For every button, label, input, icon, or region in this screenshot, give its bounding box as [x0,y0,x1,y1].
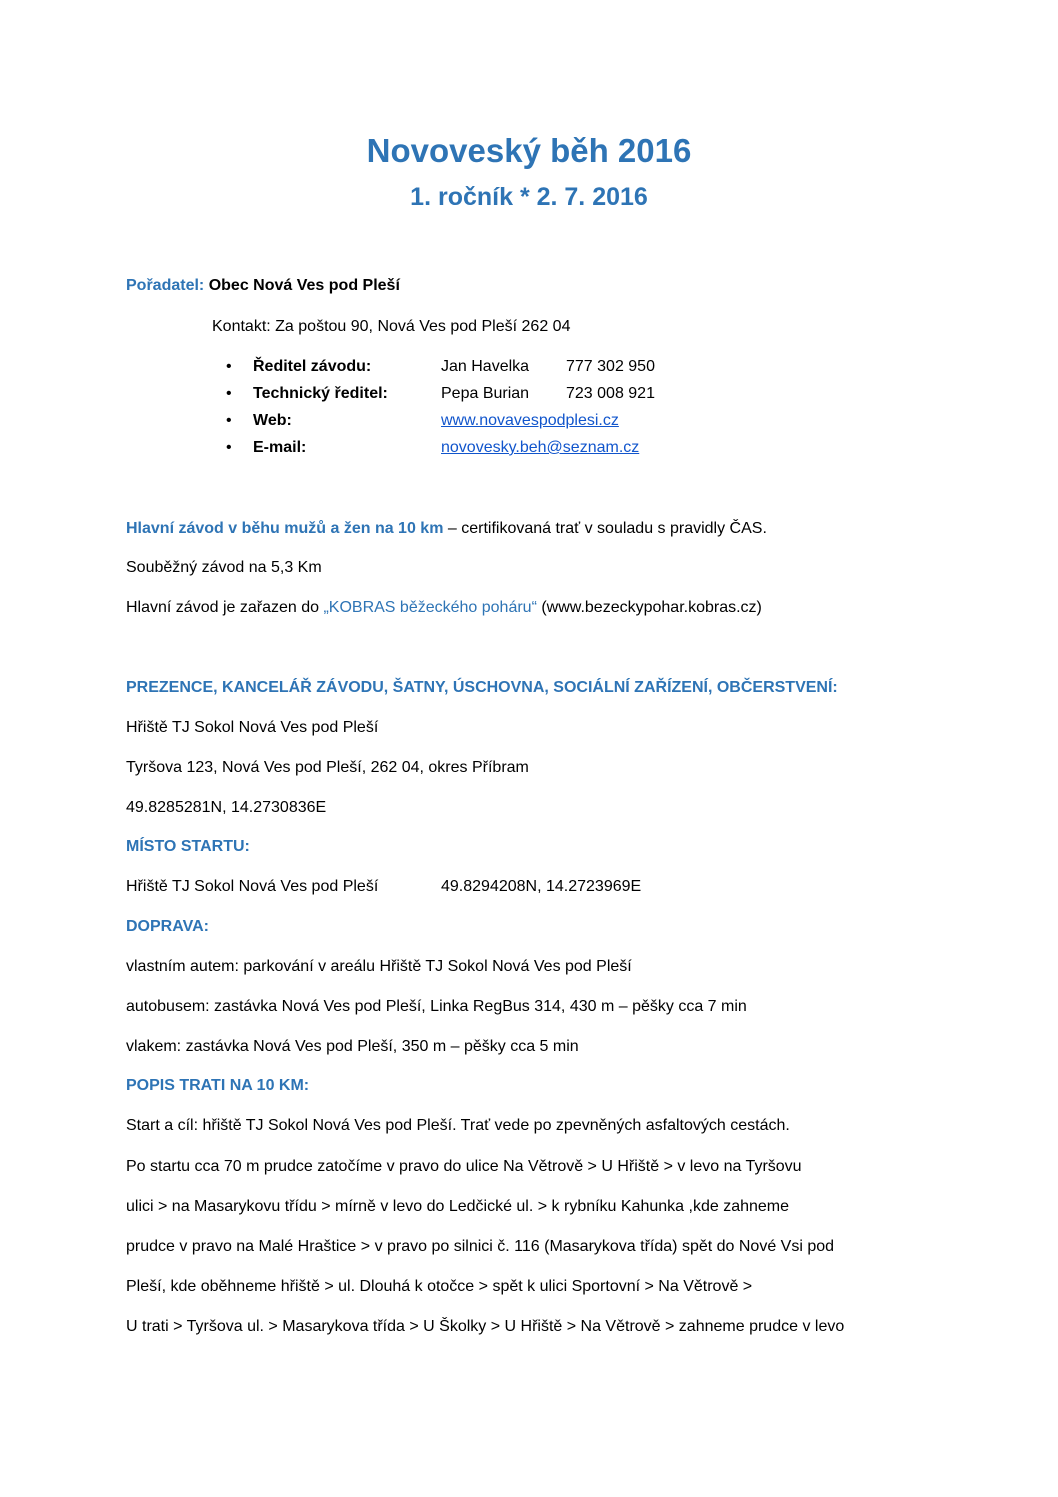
transport-bus: autobusem: zastávka Nová Ves pod Pleší, Linka RegBus 314, 430 m – pěšky cca 7 min [126,998,747,1015]
organizer-label: Pořadatel: [126,277,205,294]
bullet-icon: • [226,358,232,375]
track-line: Start a cíl: hřiště TJ Sokol Nová Ves pod Pleší. Trať vede po zpevněných asfaltových cestách. [126,1117,790,1134]
main-race-line [126,520,767,538]
organizer-value: Obec Nová Ves pod Pleší [208,277,400,294]
bullet-icon: • [226,439,232,456]
transport-car: vlastním autem: parkování v areálu Hřiště TJ Sokol Nová Ves pod Pleší [126,958,632,975]
start-place: Hřiště TJ Sokol Nová Ves pod Pleší [126,878,379,895]
track-line: U trati > Tyršova ul. > Masarykova třída > U Školky > U Hřiště > Na Větrově > zahneme prudce v levo [126,1318,845,1335]
page-title: Novoveský běh 2016 [366,132,692,169]
contact-line: Kontakt: Za poštou 90, Nová Ves pod Pleší 262 04 [212,318,571,335]
list-item-label: E-mail: [253,439,307,456]
track-line: prudce v pravo na Malé Hraštice > v pravo po silnici č. 116 (Masarykova třída) spět do Nové Vsi pod [126,1238,835,1255]
organizer-line [126,277,400,295]
list-item-label: Web: [253,412,292,429]
track-heading: POPIS TRATI NA 10 KM: [126,1077,310,1094]
list-item-label: Ředitel závodu: [253,358,372,375]
list-item-value: Pepa Burian [441,385,530,402]
main-race-label: Hlavní závod v běhu mužů a žen na 10 km [126,520,444,537]
bullet-icon: • [226,385,232,402]
presence-address: Tyršova 123, Nová Ves pod Pleší, 262 04, okres Příbram [126,759,529,776]
web-link[interactable]: www.novavespodplesi.cz [441,412,619,429]
email-link[interactable]: novovesky.beh@seznam.cz [441,439,640,456]
presence-heading: PREZENCE, KANCELÁŘ ZÁVODU, ŠATNY, ÚSCHOVNA, SOCIÁLNÍ ZAŘÍZENÍ, OBČERSTVENÍ: [126,679,838,696]
start-heading: MÍSTO STARTU: [126,838,250,855]
cup-suffix: (www.bezeckypohar.kobras.cz) [536,599,762,616]
main-race-text: – certifikovaná trať v souladu s pravidly ČAS. [443,520,767,537]
transport-train: vlakem: zastávka Nová Ves pod Pleší, 350 m – pěšky cca 5 min [126,1038,579,1055]
track-line: Pleší, kde oběhneme hřiště > ul. Dlouhá k otočce > spět k ulici Sportovní > Na Větrově > [126,1278,753,1295]
list-item-phone: 777 302 950 [566,358,655,375]
list-item-value: Jan Havelka [441,358,530,375]
transport-heading: DOPRAVA: [126,918,209,935]
list-item-label: Technický ředitel: [253,385,388,402]
start-gps: 49.8294208N, 14.2723969E [441,878,642,895]
track-line: Po startu cca 70 m prudce zatočíme v pravo do ulice Na Větrově > U Hřiště > v levo na Tyršovu [126,1158,802,1175]
presence-place: Hřiště TJ Sokol Nová Ves pod Pleší [126,719,379,736]
list-item-phone: 723 008 921 [566,385,655,402]
parallel-race-line: Souběžný závod na 5,3 Km [126,559,322,576]
track-line: ulici > na Masarykovu třídu > mírně v levo do Ledčické ul. > k rybníku Kahunka ,kde zahneme [126,1198,790,1215]
cup-name: „KOBRAS běžeckého poháru“ [323,599,537,616]
presence-gps: 49.8285281N, 14.2730836E [126,799,327,816]
page-subtitle: 1. ročník * 2. 7. 2016 [410,183,648,211]
cup-line [126,599,762,617]
cup-prefix: Hlavní závod je zařazen do [126,599,324,616]
bullet-icon: • [226,412,232,429]
